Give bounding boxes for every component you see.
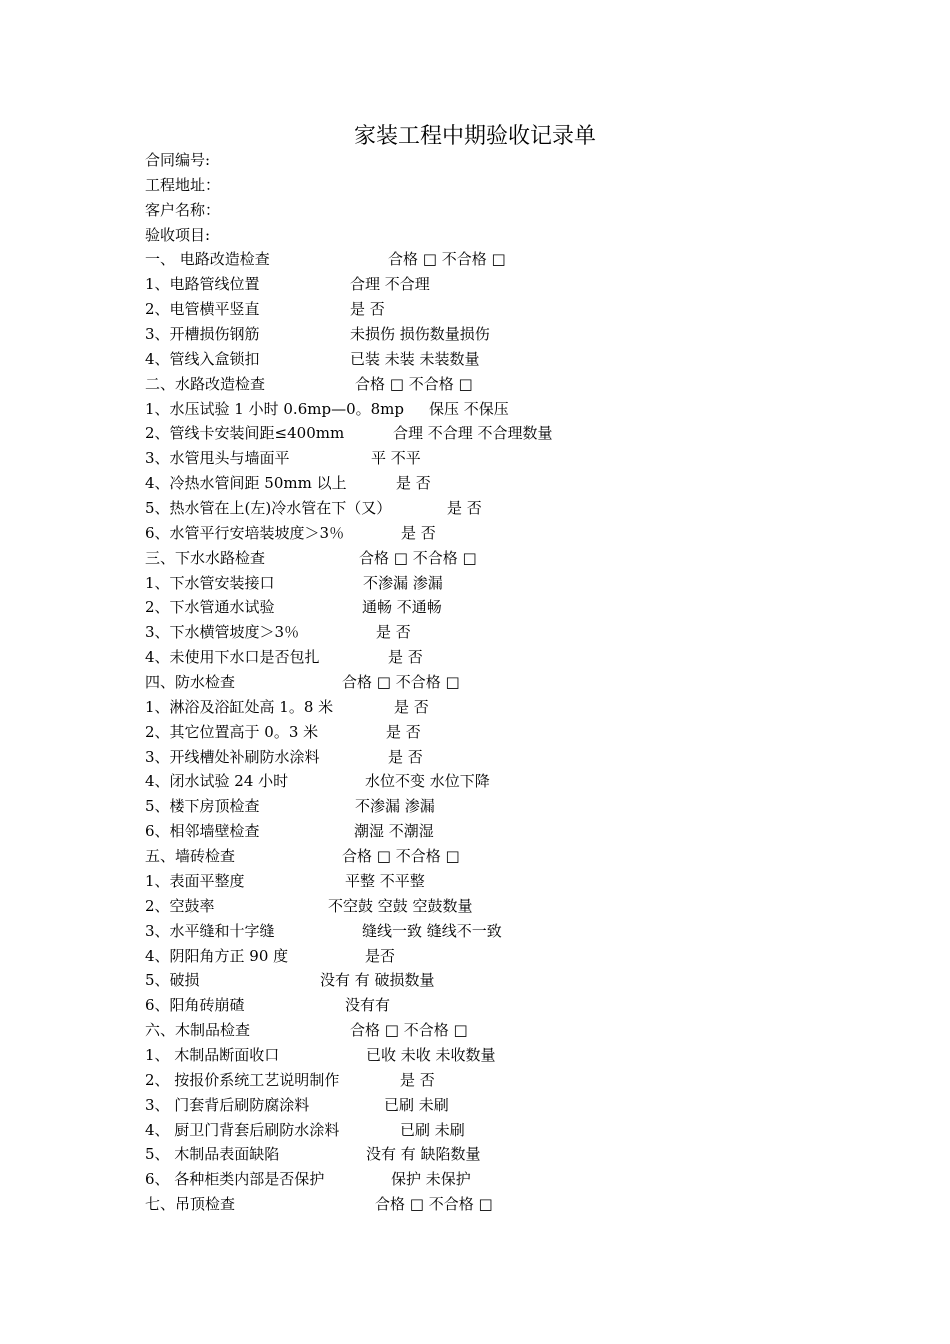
inspection-row [145, 421, 905, 446]
inspection-row [145, 695, 905, 720]
row-value: 平整 不平整 [345, 871, 425, 890]
inspection-row [145, 471, 905, 496]
row-label: 6、阳角砖崩碴 [145, 996, 245, 1015]
inspection-row [145, 769, 905, 794]
row-label: 客户名称： [145, 200, 221, 219]
row-label: 4、管线入盒锁扣 [145, 349, 260, 368]
row-label: 5、楼下房顶检查 [145, 797, 260, 816]
row-value: 是 否 [447, 499, 482, 518]
inspection-row [145, 1192, 905, 1217]
inspection-row [145, 372, 905, 397]
inspection-row [145, 968, 905, 993]
row-value: 缝线一致 缝线不一致 [362, 921, 502, 940]
row-value: 是 否 [350, 300, 385, 319]
row-label: 4、阴阳角方正 90 度 [145, 946, 289, 965]
row-value: 通畅 不通畅 [362, 598, 442, 617]
row-label: 2、空鼓率 [145, 896, 215, 915]
inspection-row [145, 297, 905, 322]
row-label: 3、下水横管坡度＞3％ [145, 623, 300, 642]
row-label: 3、开线槽处补刷防水涂料 [145, 747, 320, 766]
row-value: 保压 不保压 [429, 399, 509, 418]
row-value: 不空鼓 空鼓 空鼓数量 [328, 896, 473, 915]
row-value: 合格 □ 不合格 □ [350, 1021, 468, 1040]
row-label: 1、水压试验 1 小时 0.6mp—0。8mp [145, 399, 404, 418]
row-value: 合格 □ 不合格 □ [355, 374, 473, 393]
row-label: 3、水平缝和十字缝 [145, 921, 275, 940]
inspection-row [145, 496, 905, 521]
row-value: 是 否 [386, 722, 421, 741]
row-value: 是 否 [376, 623, 411, 642]
row-label: 三、下水水路检查 [145, 548, 266, 567]
row-value: 不渗漏 渗漏 [363, 573, 443, 592]
inspection-row [145, 1093, 905, 1118]
row-label: 5、破损 [145, 971, 200, 990]
row-label: 3、水管甩头与墙面平 [145, 449, 290, 468]
row-label: 工程地址： [145, 175, 221, 194]
inspection-row [145, 272, 905, 297]
inspection-row [145, 546, 905, 571]
row-value: 合格 □ 不合格 □ [388, 250, 506, 269]
inspection-row [145, 745, 905, 770]
inspection-row [145, 173, 905, 198]
inspection-row [145, 919, 905, 944]
row-label: 六、木制品检查 [145, 1021, 251, 1040]
inspection-row [145, 1167, 905, 1192]
inspection-row [145, 1068, 905, 1093]
row-value: 是 否 [394, 697, 429, 716]
inspection-row [145, 247, 905, 272]
row-value: 不渗漏 渗漏 [355, 797, 435, 816]
row-label: 2、 按报价系统工艺说明制作 [145, 1070, 340, 1089]
row-label: 4、未使用下水口是否包扎 [145, 648, 320, 667]
row-value: 是否 [365, 946, 396, 965]
row-label: 2、其它位置高于 0。3 米 [145, 722, 319, 741]
row-label: 4、冷热水管间距 50mm 以上 [145, 474, 347, 493]
row-value: 合格 □ 不合格 □ [342, 847, 460, 866]
row-label: 合同编号: [145, 151, 211, 169]
inspection-row [145, 894, 905, 919]
row-label: 1、电路管线位置 [145, 275, 260, 294]
row-value: 未损伤 损伤数量损伤 [350, 325, 490, 344]
row-label: 2、管线卡安装间距≤400mm [145, 424, 345, 443]
inspection-row [145, 521, 905, 546]
row-value: 水位不变 水位下降 [365, 772, 490, 791]
row-label: 4、闭水试验 24 小时 [145, 772, 289, 791]
row-value: 是 否 [400, 1070, 435, 1089]
row-value: 潮湿 不潮湿 [354, 822, 434, 841]
row-value: 已刷 未刷 [384, 1095, 449, 1114]
inspection-row [145, 620, 905, 645]
row-label: 6、水管平行安培装坡度＞3％ [145, 523, 345, 542]
inspection-row [145, 1018, 905, 1043]
row-label: 5、 木制品表面缺陷 [145, 1145, 280, 1164]
row-label: 五、墙砖检查 [145, 847, 236, 866]
row-label: 3、开槽损伤钢筋 [145, 325, 260, 344]
row-value: 平 不平 [371, 449, 421, 468]
row-label: 验收项目: [145, 225, 211, 244]
row-label: 6、 各种柜类内部是否保护 [145, 1170, 325, 1189]
inspection-row [145, 944, 905, 969]
row-label: 四、防水检查 [145, 673, 236, 692]
row-label: 2、电管横平竖直 [145, 300, 260, 319]
document-title: 家装工程中期验收记录单 [353, 124, 596, 149]
row-value: 合理 不合理 [350, 275, 430, 294]
row-label: 1、下水管安装接口 [145, 573, 275, 592]
row-value: 已装 未装 未装数量 [350, 349, 480, 368]
inspection-row [145, 720, 905, 745]
inspection-row [145, 794, 905, 819]
inspection-row [145, 1142, 905, 1167]
row-value: 已收 未收 未收数量 [366, 1045, 496, 1064]
row-label: 3、 门套背后刷防腐涂料 [145, 1095, 310, 1114]
inspection-row [145, 1118, 905, 1143]
row-label: 二、水路改造检查 [145, 374, 266, 393]
inspection-row [145, 844, 905, 869]
inspection-row [145, 397, 905, 422]
row-value: 是 否 [388, 747, 423, 766]
row-value: 已刷 未刷 [400, 1120, 465, 1139]
row-label: 1、淋浴及浴缸处高 1。8 米 [145, 697, 334, 716]
inspection-row [145, 869, 905, 894]
row-label: 一、 电路改造检查 [145, 250, 270, 269]
inspection-row [145, 993, 905, 1018]
inspection-row [145, 347, 905, 372]
row-label: 1、表面平整度 [145, 871, 245, 890]
inspection-list [145, 148, 905, 1217]
row-label: 1、 木制品断面收口 [145, 1045, 280, 1064]
inspection-row [145, 645, 905, 670]
row-value: 没有有 [345, 996, 391, 1015]
row-label: 5、热水管在上(左)冷水管在下（又） [145, 499, 392, 518]
row-value: 保护 未保护 [391, 1170, 471, 1189]
row-value: 合格 □ 不合格 □ [359, 548, 477, 567]
row-value: 合理 不合理 不合理数量 [393, 424, 553, 443]
inspection-row [145, 322, 905, 347]
inspection-row [145, 198, 905, 223]
row-value: 合格 □ 不合格 □ [375, 1195, 493, 1214]
inspection-row [145, 1043, 905, 1068]
inspection-row [145, 571, 905, 596]
inspection-row [145, 819, 905, 844]
row-label: 4、 厨卫门背套后刷防水涂料 [145, 1120, 340, 1139]
row-value: 是 否 [396, 474, 431, 493]
row-value: 没有 有 缺陷数量 [366, 1145, 481, 1164]
row-value: 没有 有 破损数量 [320, 971, 435, 990]
inspection-row [145, 148, 905, 173]
inspection-row [145, 446, 905, 471]
inspection-row [145, 223, 905, 248]
inspection-row [145, 595, 905, 620]
row-label: 2、下水管通水试验 [145, 598, 275, 617]
row-label: 七、吊顶检查 [145, 1195, 236, 1214]
row-value: 合格 □ 不合格 □ [342, 673, 460, 692]
row-label: 6、相邻墙壁检查 [145, 822, 260, 841]
row-value: 是 否 [388, 648, 423, 667]
row-value: 是 否 [401, 523, 436, 542]
inspection-row [145, 670, 905, 695]
